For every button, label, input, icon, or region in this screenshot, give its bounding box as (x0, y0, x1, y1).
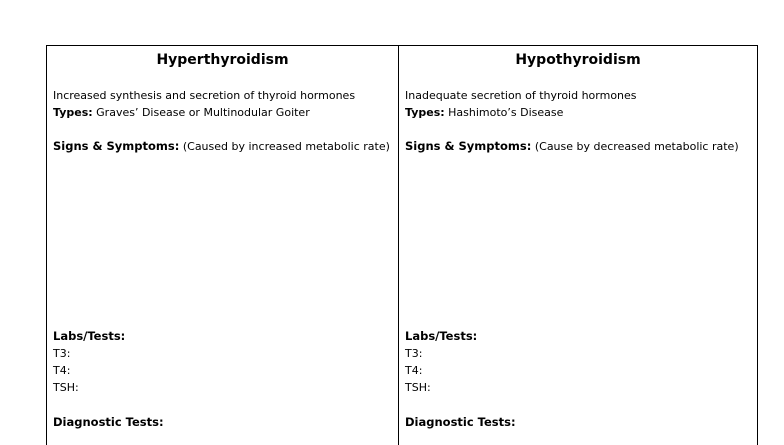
hyperthyroidism-column (47, 46, 399, 445)
diagnostic-label: Diagnostic Tests: (53, 415, 164, 429)
t3-label: T3: (405, 347, 423, 360)
diagnostic-label: Diagnostic Tests: (405, 415, 516, 429)
hypothyroidism-description: Inadequate secretion of thyroid hormones (405, 89, 637, 102)
t3-label: T3: (53, 347, 71, 360)
hyperthyroidism-signs (53, 139, 390, 154)
hyperthyroidism-description: Increased synthesis and secretion of thyroid hormones (53, 89, 356, 102)
labs-label: Labs/Tests: (53, 329, 126, 343)
hypothyroidism-title: Hypothyroidism (515, 52, 641, 68)
comparison-table (46, 45, 758, 445)
hyperthyroidism-types (53, 105, 310, 120)
hypothyroidism-signs (405, 139, 739, 154)
hypothyroidism-types (405, 105, 563, 120)
t4-label: T4: (405, 364, 423, 377)
signs-note: (Caused by increased metabolic rate) (179, 140, 390, 153)
types-label: Types: (53, 106, 93, 119)
types-value: Graves’ Disease or Multinodular Goiter (92, 106, 310, 119)
labs-label: Labs/Tests: (405, 329, 478, 343)
tsh-label: TSH: (405, 381, 431, 394)
hyperthyroidism-title: Hyperthyroidism (156, 52, 289, 68)
signs-note: (Cause by decreased metabolic rate) (531, 140, 739, 153)
types-value: Hashimoto’s Disease (444, 106, 564, 119)
hypothyroidism-column (399, 46, 757, 445)
types-label: Types: (405, 106, 445, 119)
signs-label: Signs & Symptoms: (405, 139, 532, 153)
signs-label: Signs & Symptoms: (53, 139, 180, 153)
t4-label: T4: (53, 364, 71, 377)
tsh-label: TSH: (53, 381, 79, 394)
